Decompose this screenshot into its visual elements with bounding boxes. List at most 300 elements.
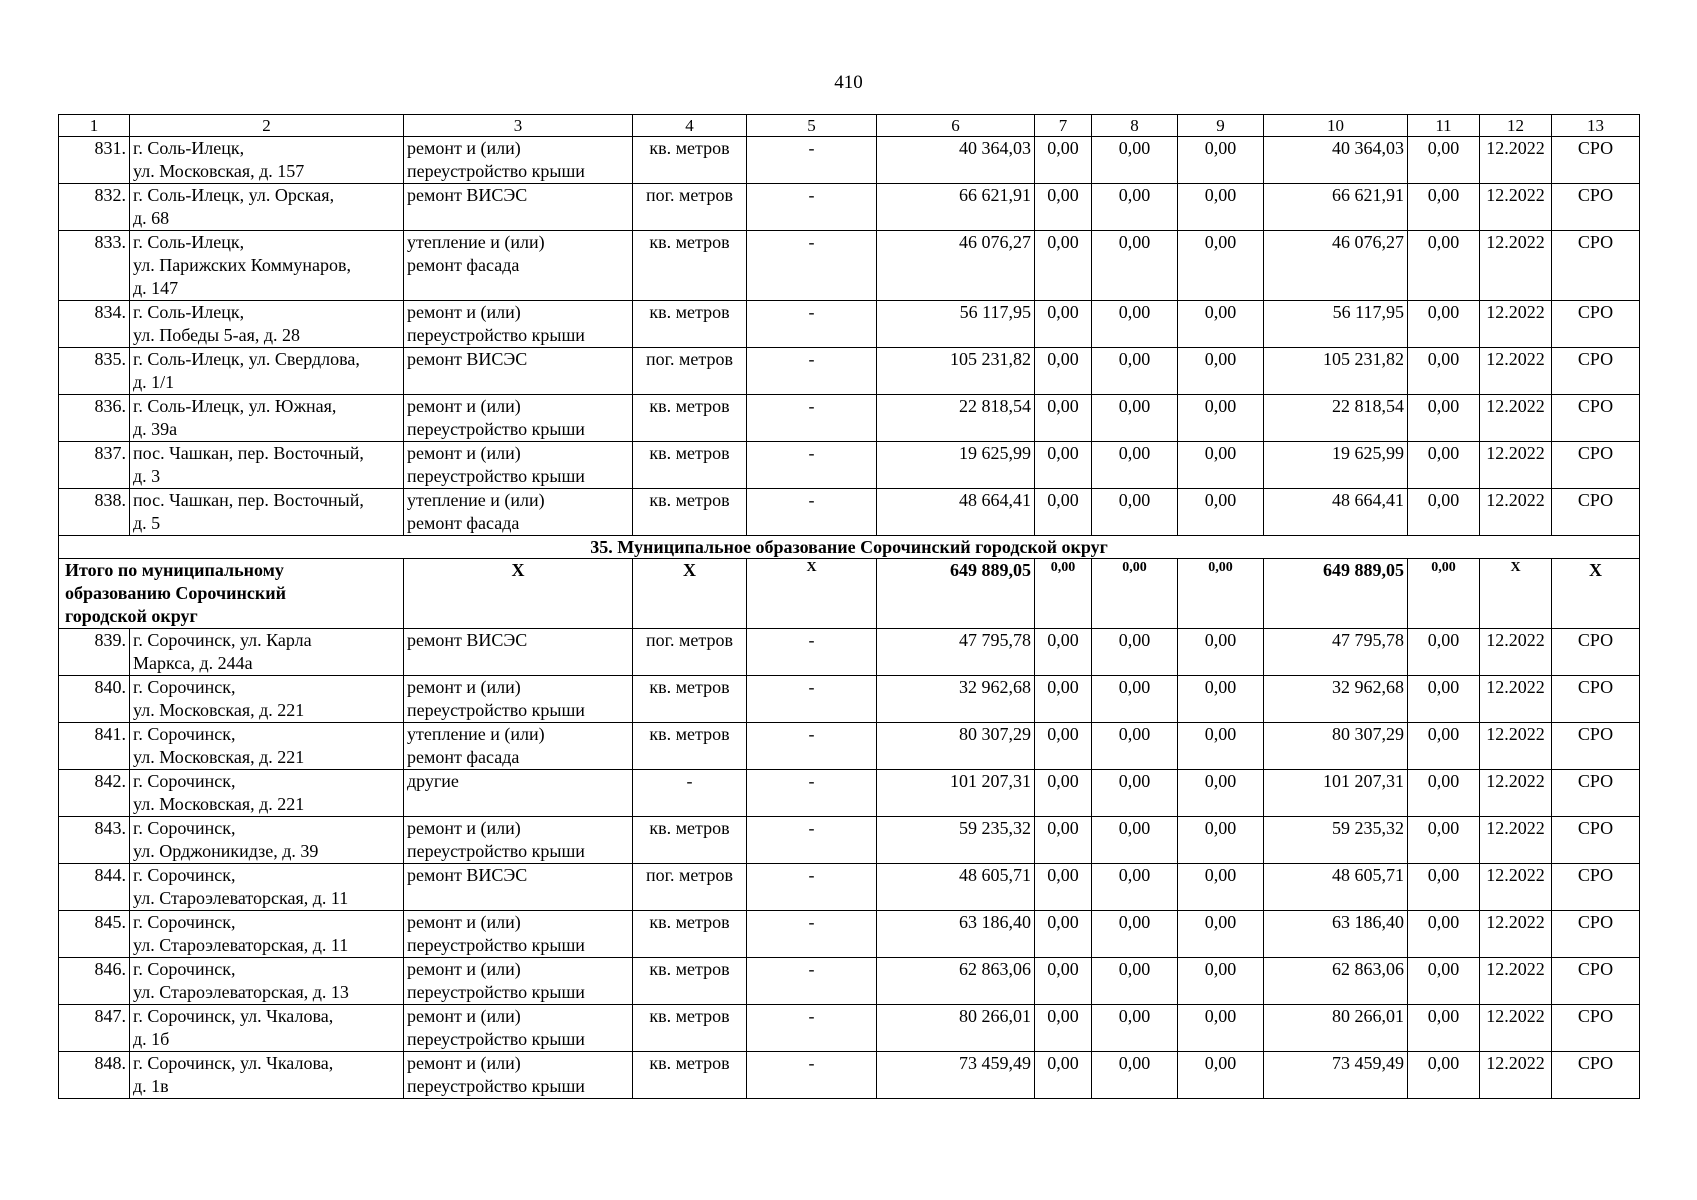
work-type-cell-line: ремонт ВИСЭС xyxy=(407,185,528,205)
address-cell xyxy=(130,442,404,489)
work-type-cell-line: переустройство крыши xyxy=(407,700,585,720)
unit-cell: кв. метров xyxy=(633,911,747,958)
fund-cell: 0,00 xyxy=(1035,442,1092,489)
method-cell: СРО xyxy=(1552,395,1640,442)
total-label-line: образованию Сорочинский xyxy=(65,583,286,603)
fund-cell: 0,00 xyxy=(1178,301,1264,348)
work-type-cell xyxy=(404,231,633,301)
address-cell xyxy=(130,1052,404,1099)
unit-cell: кв. метров xyxy=(633,723,747,770)
address-cell-line: г. Соль-Илецк, ул. Свердлова, xyxy=(133,349,360,369)
work-type-cell xyxy=(404,723,633,770)
volume-cell: - xyxy=(747,231,877,301)
column-number: 2 xyxy=(130,115,404,137)
method-cell: СРО xyxy=(1552,676,1640,723)
method-cell: СРО xyxy=(1552,301,1640,348)
total-x-cell: X xyxy=(404,559,633,629)
owners-funds-cell: 48 664,41 xyxy=(1264,489,1408,536)
fund-cell: 0,00 xyxy=(1035,1005,1092,1052)
address-cell xyxy=(130,395,404,442)
unit-cell: кв. метров xyxy=(633,137,747,184)
address-cell xyxy=(130,911,404,958)
owners-funds-cell: 48 605,71 xyxy=(1264,864,1408,911)
owners-funds-cell: 80 266,01 xyxy=(1264,1005,1408,1052)
deadline-cell: 12.2022 xyxy=(1480,137,1552,184)
deadline-cell: 12.2022 xyxy=(1480,911,1552,958)
fund-cell: 0,00 xyxy=(1178,395,1264,442)
fund-cell: 0,00 xyxy=(1408,1052,1480,1099)
unit-cell: кв. метров xyxy=(633,958,747,1005)
deadline-cell: 12.2022 xyxy=(1480,395,1552,442)
fund-cell: 0,00 xyxy=(1092,489,1178,536)
owners-funds-cell: 56 117,95 xyxy=(1264,301,1408,348)
fund-cell: 0,00 xyxy=(1035,1052,1092,1099)
address-cell-line: ул. Парижских Коммунаров, xyxy=(133,255,351,275)
work-type-cell-line: переустройство крыши xyxy=(407,982,585,1002)
total-owners-cell: 649 889,05 xyxy=(1264,559,1408,629)
deadline-cell: 12.2022 xyxy=(1480,817,1552,864)
work-type-cell xyxy=(404,395,633,442)
volume-cell: - xyxy=(747,489,877,536)
work-type-cell-line: ремонт фасада xyxy=(407,255,520,275)
fund-cell: 0,00 xyxy=(1178,770,1264,817)
table-row xyxy=(59,1052,1640,1099)
row-number: 838. xyxy=(59,489,130,536)
address-cell-line: г. Сорочинск, xyxy=(133,959,236,979)
fund-cell: 0,00 xyxy=(1178,348,1264,395)
method-cell: СРО xyxy=(1552,723,1640,770)
volume-cell: - xyxy=(747,911,877,958)
work-type-cell xyxy=(404,864,633,911)
table-row xyxy=(59,489,1640,536)
cost-total-cell: 46 076,27 xyxy=(877,231,1035,301)
fund-cell: 0,00 xyxy=(1035,676,1092,723)
fund-cell: 0,00 xyxy=(1092,629,1178,676)
volume-cell: - xyxy=(747,723,877,770)
fund-cell: 0,00 xyxy=(1092,348,1178,395)
fund-cell: 0,00 xyxy=(1092,770,1178,817)
deadline-cell: 12.2022 xyxy=(1480,629,1552,676)
owners-funds-cell: 73 459,49 xyxy=(1264,1052,1408,1099)
total-label xyxy=(59,559,404,629)
table-row xyxy=(59,817,1640,864)
fund-cell: 0,00 xyxy=(1035,629,1092,676)
unit-cell: кв. метров xyxy=(633,1005,747,1052)
row-number: 839. xyxy=(59,629,130,676)
fund-cell: 0,00 xyxy=(1092,911,1178,958)
work-type-cell-line: другие xyxy=(407,771,459,791)
unit-cell: пог. метров xyxy=(633,184,747,231)
cost-total-cell: 73 459,49 xyxy=(877,1052,1035,1099)
fund-cell: 0,00 xyxy=(1092,864,1178,911)
fund-cell: 0,00 xyxy=(1035,770,1092,817)
work-type-cell xyxy=(404,958,633,1005)
method-cell: СРО xyxy=(1552,137,1640,184)
work-type-cell-line: переустройство крыши xyxy=(407,419,585,439)
fund-cell: 0,00 xyxy=(1408,137,1480,184)
deadline-cell: 12.2022 xyxy=(1480,770,1552,817)
total-row xyxy=(59,559,1640,629)
table-row xyxy=(59,723,1640,770)
total-fund-cell: 0,00 xyxy=(1092,559,1178,629)
fund-cell: 0,00 xyxy=(1178,723,1264,770)
fund-cell: 0,00 xyxy=(1092,301,1178,348)
volume-cell: - xyxy=(747,442,877,489)
fund-cell: 0,00 xyxy=(1178,442,1264,489)
unit-cell: кв. метров xyxy=(633,817,747,864)
column-number: 9 xyxy=(1178,115,1264,137)
address-cell xyxy=(130,723,404,770)
work-type-cell-line: ремонт и (или) xyxy=(407,818,521,838)
column-number: 1 xyxy=(59,115,130,137)
cost-total-cell: 47 795,78 xyxy=(877,629,1035,676)
address-cell xyxy=(130,137,404,184)
fund-cell: 0,00 xyxy=(1092,817,1178,864)
cost-total-cell: 80 307,29 xyxy=(877,723,1035,770)
fund-cell: 0,00 xyxy=(1092,723,1178,770)
work-type-cell-line: ремонт и (или) xyxy=(407,302,521,322)
address-cell xyxy=(130,770,404,817)
work-type-cell-line: переустройство крыши xyxy=(407,161,585,181)
fund-cell: 0,00 xyxy=(1035,911,1092,958)
total-x-cell: X xyxy=(747,559,877,629)
address-cell-line: ул. Московская, д. 221 xyxy=(133,700,305,720)
owners-funds-cell: 19 625,99 xyxy=(1264,442,1408,489)
address-cell-line: г. Сорочинск, xyxy=(133,912,236,932)
address-cell xyxy=(130,629,404,676)
total-x-cell: X xyxy=(1480,559,1552,629)
method-cell: СРО xyxy=(1552,1005,1640,1052)
owners-funds-cell: 66 621,91 xyxy=(1264,184,1408,231)
row-number: 835. xyxy=(59,348,130,395)
table-row xyxy=(59,629,1640,676)
unit-cell: кв. метров xyxy=(633,442,747,489)
column-number: 4 xyxy=(633,115,747,137)
work-type-cell-line: переустройство крыши xyxy=(407,1076,585,1096)
cost-total-cell: 66 621,91 xyxy=(877,184,1035,231)
table-row xyxy=(59,442,1640,489)
work-type-cell-line: ремонт и (или) xyxy=(407,443,521,463)
fund-cell: 0,00 xyxy=(1178,1052,1264,1099)
address-cell-line: д. 39а xyxy=(133,419,178,439)
address-cell xyxy=(130,184,404,231)
method-cell: СРО xyxy=(1552,864,1640,911)
method-cell: СРО xyxy=(1552,770,1640,817)
fund-cell: 0,00 xyxy=(1408,1005,1480,1052)
method-cell: СРО xyxy=(1552,629,1640,676)
address-cell-line: г. Соль-Илецк, xyxy=(133,232,245,252)
address-cell-line: д. 1/1 xyxy=(133,372,175,392)
fund-cell: 0,00 xyxy=(1408,676,1480,723)
work-type-cell xyxy=(404,137,633,184)
address-cell xyxy=(130,231,404,301)
fund-cell: 0,00 xyxy=(1408,723,1480,770)
work-type-cell-line: ремонт ВИСЭС xyxy=(407,349,528,369)
fund-cell: 0,00 xyxy=(1178,1005,1264,1052)
method-cell: СРО xyxy=(1552,348,1640,395)
work-type-cell xyxy=(404,1005,633,1052)
work-type-cell-line: утепление и (или) xyxy=(407,490,545,510)
total-x-cell: X xyxy=(1552,559,1640,629)
address-cell xyxy=(130,348,404,395)
row-number: 832. xyxy=(59,184,130,231)
fund-cell: 0,00 xyxy=(1092,442,1178,489)
works-table xyxy=(58,114,1640,1099)
table-row xyxy=(59,184,1640,231)
method-cell: СРО xyxy=(1552,489,1640,536)
table-row xyxy=(59,864,1640,911)
address-cell-line: г. Сорочинск, ул. Чкалова, xyxy=(133,1006,334,1026)
work-type-cell-line: ремонт и (или) xyxy=(407,396,521,416)
work-type-cell xyxy=(404,301,633,348)
total-fund-cell: 0,00 xyxy=(1035,559,1092,629)
method-cell: СРО xyxy=(1552,1052,1640,1099)
deadline-cell: 12.2022 xyxy=(1480,723,1552,770)
volume-cell: - xyxy=(747,770,877,817)
deadline-cell: 12.2022 xyxy=(1480,958,1552,1005)
deadline-cell: 12.2022 xyxy=(1480,1005,1552,1052)
address-cell-line: д. 5 xyxy=(133,513,161,533)
cost-total-cell: 105 231,82 xyxy=(877,348,1035,395)
work-type-cell xyxy=(404,629,633,676)
table-row xyxy=(59,137,1640,184)
total-fund-cell: 0,00 xyxy=(1408,559,1480,629)
table-row xyxy=(59,958,1640,1005)
cost-total-cell: 80 266,01 xyxy=(877,1005,1035,1052)
owners-funds-cell: 40 364,03 xyxy=(1264,137,1408,184)
work-type-cell-line: переустройство крыши xyxy=(407,466,585,486)
total-fund-cell: 0,00 xyxy=(1178,559,1264,629)
work-type-cell xyxy=(404,442,633,489)
work-type-cell xyxy=(404,676,633,723)
fund-cell: 0,00 xyxy=(1035,184,1092,231)
cost-total-cell: 56 117,95 xyxy=(877,301,1035,348)
row-number: 842. xyxy=(59,770,130,817)
method-cell: СРО xyxy=(1552,442,1640,489)
column-number: 13 xyxy=(1552,115,1640,137)
work-type-cell-line: ремонт и (или) xyxy=(407,677,521,697)
fund-cell: 0,00 xyxy=(1408,489,1480,536)
column-number: 12 xyxy=(1480,115,1552,137)
total-cost-cell: 649 889,05 xyxy=(877,559,1035,629)
table-row xyxy=(59,348,1640,395)
work-type-cell xyxy=(404,348,633,395)
address-cell xyxy=(130,676,404,723)
fund-cell: 0,00 xyxy=(1092,137,1178,184)
method-cell: СРО xyxy=(1552,817,1640,864)
method-cell: СРО xyxy=(1552,231,1640,301)
volume-cell: - xyxy=(747,184,877,231)
fund-cell: 0,00 xyxy=(1178,184,1264,231)
owners-funds-cell: 80 307,29 xyxy=(1264,723,1408,770)
volume-cell: - xyxy=(747,864,877,911)
fund-cell: 0,00 xyxy=(1092,1005,1178,1052)
unit-cell: кв. метров xyxy=(633,489,747,536)
work-type-cell xyxy=(404,770,633,817)
fund-cell: 0,00 xyxy=(1408,629,1480,676)
column-number: 11 xyxy=(1408,115,1480,137)
row-number: 841. xyxy=(59,723,130,770)
address-cell xyxy=(130,301,404,348)
volume-cell: - xyxy=(747,137,877,184)
address-cell-line: г. Сорочинск, xyxy=(133,818,236,838)
address-cell-line: д. 3 xyxy=(133,466,161,486)
owners-funds-cell: 32 962,68 xyxy=(1264,676,1408,723)
fund-cell: 0,00 xyxy=(1178,817,1264,864)
address-cell-line: г. Соль-Илецк, xyxy=(133,302,245,322)
owners-funds-cell: 22 818,54 xyxy=(1264,395,1408,442)
address-cell-line: ул. Московская, д. 221 xyxy=(133,794,305,814)
table-row xyxy=(59,395,1640,442)
fund-cell: 0,00 xyxy=(1035,958,1092,1005)
fund-cell: 0,00 xyxy=(1408,958,1480,1005)
unit-cell: кв. метров xyxy=(633,301,747,348)
work-type-cell-line: ремонт и (или) xyxy=(407,1053,521,1073)
work-type-cell xyxy=(404,184,633,231)
address-cell-line: г. Сорочинск, ул. Карла xyxy=(133,630,312,650)
address-cell-line: г. Соль-Илецк, ул. Орская, xyxy=(133,185,335,205)
volume-cell: - xyxy=(747,817,877,864)
work-type-cell-line: ремонт и (или) xyxy=(407,1006,521,1026)
work-type-cell xyxy=(404,911,633,958)
work-type-cell-line: переустройство крыши xyxy=(407,1029,585,1049)
address-cell-line: г. Соль-Илецк, xyxy=(133,138,245,158)
owners-funds-cell: 63 186,40 xyxy=(1264,911,1408,958)
volume-cell: - xyxy=(747,629,877,676)
deadline-cell: 12.2022 xyxy=(1480,1052,1552,1099)
owners-funds-cell: 62 863,06 xyxy=(1264,958,1408,1005)
deadline-cell: 12.2022 xyxy=(1480,442,1552,489)
cost-total-cell: 101 207,31 xyxy=(877,770,1035,817)
method-cell: СРО xyxy=(1552,911,1640,958)
unit-cell: кв. метров xyxy=(633,395,747,442)
unit-cell: кв. метров xyxy=(633,676,747,723)
unit-cell: пог. метров xyxy=(633,864,747,911)
total-x-cell: X xyxy=(633,559,747,629)
address-cell-line: ул. Орджоникидзе, д. 39 xyxy=(133,841,319,861)
address-cell-line: г. Сорочинск, ул. Чкалова, xyxy=(133,1053,334,1073)
fund-cell: 0,00 xyxy=(1035,489,1092,536)
work-type-cell-line: ремонт и (или) xyxy=(407,138,521,158)
deadline-cell: 12.2022 xyxy=(1480,676,1552,723)
fund-cell: 0,00 xyxy=(1035,395,1092,442)
address-cell xyxy=(130,817,404,864)
cost-total-cell: 22 818,54 xyxy=(877,395,1035,442)
table-row xyxy=(59,301,1640,348)
volume-cell: - xyxy=(747,1005,877,1052)
section-heading: 35. Муниципальное образование Сорочинский городской округ xyxy=(59,536,1640,559)
work-type-cell-line: ремонт фасада xyxy=(407,747,520,767)
address-cell-line: г. Сорочинск, xyxy=(133,865,236,885)
fund-cell: 0,00 xyxy=(1092,958,1178,1005)
fund-cell: 0,00 xyxy=(1092,184,1178,231)
address-cell-line: г. Соль-Илецк, ул. Южная, xyxy=(133,396,337,416)
column-number: 10 xyxy=(1264,115,1408,137)
owners-funds-cell: 105 231,82 xyxy=(1264,348,1408,395)
work-type-cell xyxy=(404,489,633,536)
row-number: 840. xyxy=(59,676,130,723)
row-number: 844. xyxy=(59,864,130,911)
address-cell xyxy=(130,958,404,1005)
cost-total-cell: 40 364,03 xyxy=(877,137,1035,184)
deadline-cell: 12.2022 xyxy=(1480,231,1552,301)
total-label-line: городской округ xyxy=(65,606,198,626)
fund-cell: 0,00 xyxy=(1408,911,1480,958)
volume-cell: - xyxy=(747,301,877,348)
fund-cell: 0,00 xyxy=(1092,676,1178,723)
row-number: 848. xyxy=(59,1052,130,1099)
fund-cell: 0,00 xyxy=(1035,231,1092,301)
deadline-cell: 12.2022 xyxy=(1480,301,1552,348)
address-cell xyxy=(130,489,404,536)
table-row xyxy=(59,770,1640,817)
volume-cell: - xyxy=(747,958,877,1005)
volume-cell: - xyxy=(747,676,877,723)
fund-cell: 0,00 xyxy=(1035,137,1092,184)
fund-cell: 0,00 xyxy=(1408,184,1480,231)
work-type-cell xyxy=(404,817,633,864)
deadline-cell: 12.2022 xyxy=(1480,184,1552,231)
fund-cell: 0,00 xyxy=(1035,723,1092,770)
fund-cell: 0,00 xyxy=(1035,817,1092,864)
row-number: 836. xyxy=(59,395,130,442)
address-cell xyxy=(130,864,404,911)
column-number: 7 xyxy=(1035,115,1092,137)
fund-cell: 0,00 xyxy=(1178,489,1264,536)
fund-cell: 0,00 xyxy=(1178,676,1264,723)
table-row xyxy=(59,911,1640,958)
owners-funds-cell: 59 235,32 xyxy=(1264,817,1408,864)
total-label-line: Итого по муниципальному xyxy=(65,560,284,580)
work-type-cell-line: ремонт и (или) xyxy=(407,959,521,979)
fund-cell: 0,00 xyxy=(1408,864,1480,911)
work-type-cell-line: утепление и (или) xyxy=(407,232,545,252)
address-cell-line: д. 1в xyxy=(133,1076,169,1096)
address-cell-line: г. Сорочинск, xyxy=(133,724,236,744)
work-type-cell-line: переустройство крыши xyxy=(407,935,585,955)
row-number: 843. xyxy=(59,817,130,864)
work-type-cell-line: ремонт фасада xyxy=(407,513,520,533)
fund-cell: 0,00 xyxy=(1408,442,1480,489)
owners-funds-cell: 47 795,78 xyxy=(1264,629,1408,676)
column-number: 6 xyxy=(877,115,1035,137)
column-number: 5 xyxy=(747,115,877,137)
address-cell-line: г. Сорочинск, xyxy=(133,771,236,791)
work-type-cell-line: ремонт ВИСЭС xyxy=(407,865,528,885)
row-number: 845. xyxy=(59,911,130,958)
fund-cell: 0,00 xyxy=(1408,395,1480,442)
fund-cell: 0,00 xyxy=(1178,864,1264,911)
fund-cell: 0,00 xyxy=(1178,958,1264,1005)
cost-total-cell: 59 235,32 xyxy=(877,817,1035,864)
fund-cell: 0,00 xyxy=(1092,395,1178,442)
deadline-cell: 12.2022 xyxy=(1480,489,1552,536)
method-cell: СРО xyxy=(1552,958,1640,1005)
page-number: 410 xyxy=(834,72,863,93)
deadline-cell: 12.2022 xyxy=(1480,864,1552,911)
unit-cell: кв. метров xyxy=(633,231,747,301)
cost-total-cell: 48 664,41 xyxy=(877,489,1035,536)
fund-cell: 0,00 xyxy=(1178,911,1264,958)
table-row xyxy=(59,676,1640,723)
fund-cell: 0,00 xyxy=(1035,864,1092,911)
column-number: 3 xyxy=(404,115,633,137)
address-cell-line: пос. Чашкан, пер. Восточный, xyxy=(133,490,364,510)
row-number: 837. xyxy=(59,442,130,489)
fund-cell: 0,00 xyxy=(1092,1052,1178,1099)
owners-funds-cell: 101 207,31 xyxy=(1264,770,1408,817)
address-cell-line: ул. Староэлеваторская, д. 13 xyxy=(133,982,349,1002)
